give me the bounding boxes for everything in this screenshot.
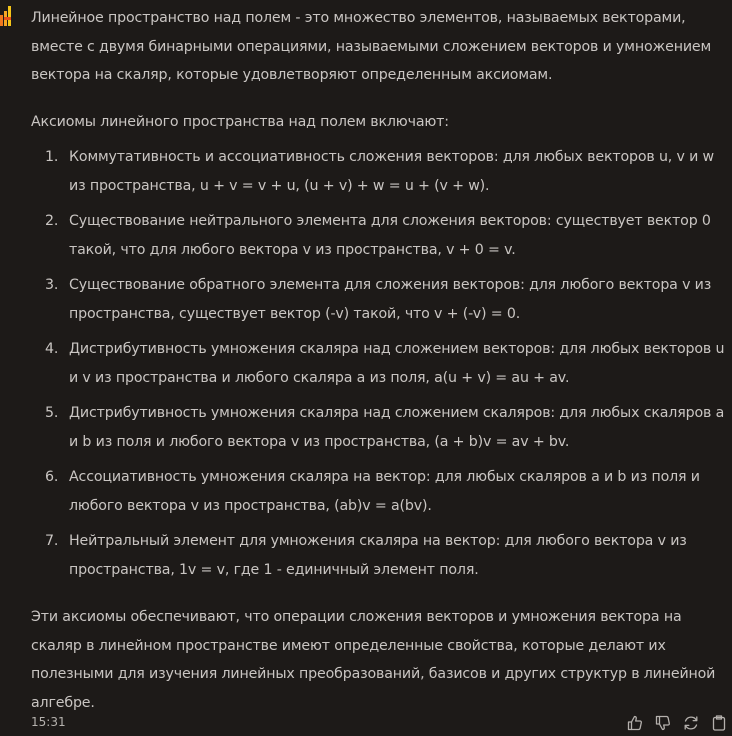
list-text: Нейтральный элемент для умножения скаляра на вектор: для любого вектора v из пространства, 1v = v, где 1 - единичный элемент поля. [69, 533, 687, 578]
list-item [31, 527, 731, 584]
assistant-message [31, 4, 731, 717]
list-item [31, 399, 731, 456]
list-text: Существование нейтрального элемента для сложения векторов: существует вектор 0 такой, что для любого вектора v из пространства, v + 0 = v. [69, 213, 711, 258]
thumbs-down-icon[interactable] [654, 714, 672, 732]
list-number: 6. [45, 469, 59, 485]
axioms-list [31, 143, 731, 584]
list-number: 2. [45, 213, 59, 229]
list-text: Коммутативность и ассоциативность сложения векторов: для любых векторов u, v и w из пространства, u + v = v + u, (u + v) + w = u + (v + w). [69, 149, 715, 194]
outro-paragraph: Эти аксиомы обеспечивают, что операции сложения векторов и умножения вектора на скаляр в линейном пространстве имеют определенные свойства, которые делают их полезными для изучения линейных преобразований, базисов и других структур в линейной алгебре. [31, 609, 716, 711]
message-timestamp: 15:31 [31, 715, 66, 729]
copy-icon[interactable] [710, 714, 728, 732]
list-item [31, 143, 731, 200]
list-number: 5. [45, 405, 59, 421]
thumbs-up-icon[interactable] [626, 714, 644, 732]
intro-paragraph: Линейное пространство над полем - это множество элементов, называемых векторами, вместе с двумя бинарными операциями, называемыми сложением векторов и умножением вектора на скаляр, которые удовлетворяют определенным аксиомам. [31, 10, 712, 83]
list-text: Существование обратного элемента для сложения векторов: для любого вектора v из пространства, существует вектор (-v) такой, что v + (-v) = 0. [69, 277, 712, 322]
list-text: Ассоциативность умножения скаляра на вектор: для любых скаляров a и b из поля и любого вектора v из пространства, (ab)v = a(bv). [69, 469, 700, 514]
list-number: 7. [45, 533, 59, 549]
list-number: 1. [45, 149, 59, 165]
list-item [31, 463, 731, 520]
assistant-avatar [0, 6, 12, 26]
list-text: Дистрибутивность умножения скаляра над сложением векторов: для любых векторов u и v из пространства и любого скаляра a из поля, a(u + v) = au + av. [69, 341, 725, 386]
list-item [31, 207, 731, 264]
list-number: 4. [45, 341, 59, 357]
message-actions [626, 714, 728, 732]
regenerate-icon[interactable] [682, 714, 700, 732]
lead-paragraph: Аксиомы линейного пространства над полем включают: [31, 113, 449, 130]
list-item [31, 335, 731, 392]
list-number: 3. [45, 277, 59, 293]
list-text: Дистрибутивность умножения скаляра над сложением скаляров: для любых скаляров a и b из поля и любого вектора v из пространства, (a + b)v = av + bv. [69, 405, 725, 450]
list-item [31, 271, 731, 328]
message-footer [0, 712, 732, 736]
